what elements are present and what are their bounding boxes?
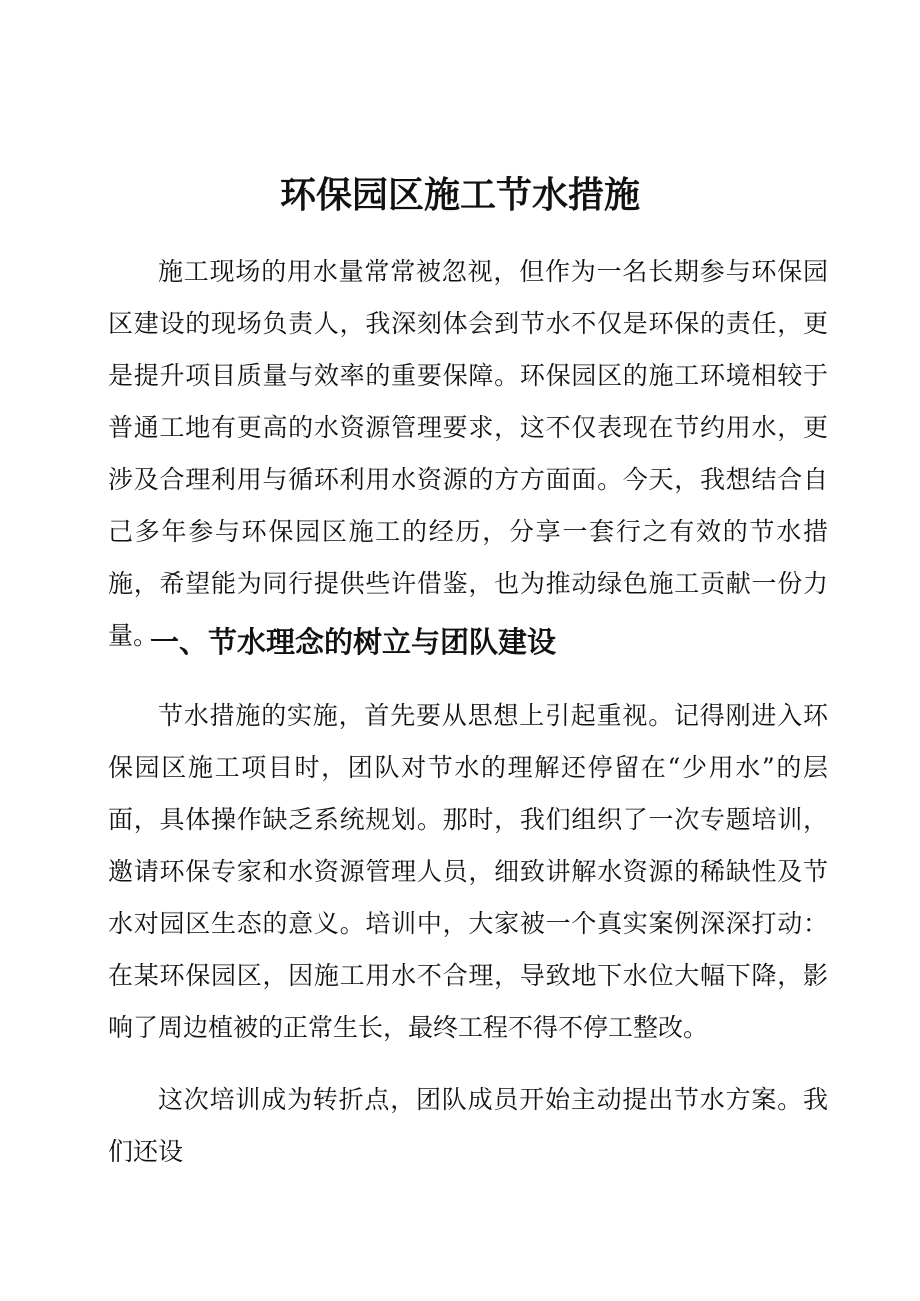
document-title: 环保园区施工节水措施 xyxy=(279,175,640,216)
section-paragraph: 这次培训成为转折点，团队成员开始主动提出节水方案。我们还设 xyxy=(108,1085,828,1166)
section-heading: 一、节水理念的树立与团队建设 xyxy=(150,625,557,659)
section-paragraph: 节水措施的实施，首先要从思想上引起重视。记得刚进入环保园区施工项目时，团队对节水的理解还停留在“少用水”的层面，具体操作缺乏系统规划。那时，我们组织了一次专题培训，邀请环保专家和水资源管理人员，细致讲解水资源的稀缺性及节水对园区生态的意义。培训中，大家被一个真实案例深深打动：在某环保园区，因施工用水不合理，导致地下水位大幅下降，影响了周边植被的正常生长，最终工程不得不停工整改。 xyxy=(108,701,828,1042)
intro-paragraph: 施工现场的用水量常常被忽视，但作为一名长期参与环保园区建设的现场负责人，我深刻体会到节水不仅是环保的责任，更是提升项目质量与效率的重要保障。环保园区的施工环境相较于普通工地有更高的水资源管理要求，这不仅表现在节约用水，更涉及合理利用与循环利用水资源的方方面面。今天，我想结合自己多年参与环保园区施工的经历，分享一套行之有效的节水措施，希望能为同行提供些许借鉴，也为推动绿色施工贡献一份力量。 xyxy=(108,257,828,650)
